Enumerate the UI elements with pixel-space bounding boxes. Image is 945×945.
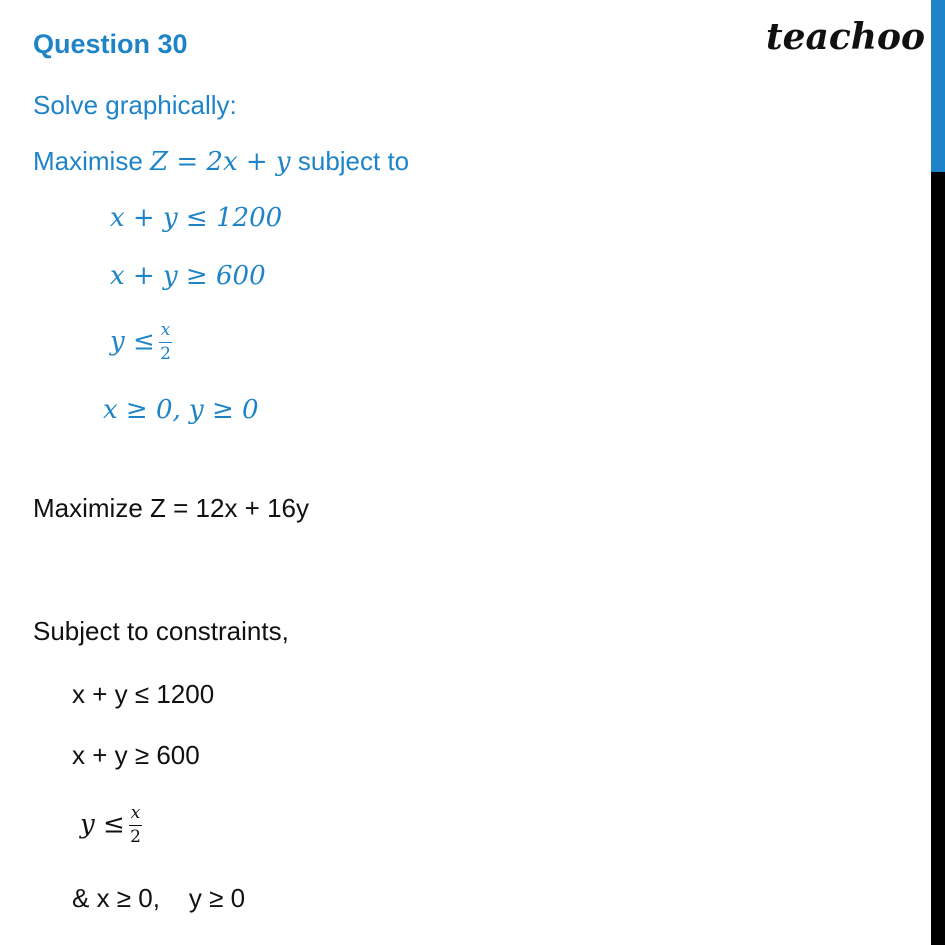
question-constraint-2: x + y ≥ 600 (110, 261, 266, 291)
solution-fraction-denominator: 2 (130, 827, 141, 847)
constraint-3-lhs: y ≤ (110, 326, 155, 357)
question-constraint-4: x ≥ 0, y ≥ 0 (103, 395, 259, 425)
question-objective (33, 146, 409, 177)
question-constraint-1: x + y ≤ 1200 (110, 203, 283, 233)
fraction-numerator: x (159, 322, 173, 343)
objective-expression: Z = 2x + y (150, 147, 291, 177)
constraints-heading: Subject to constraints, (33, 616, 289, 646)
solution-constraint-4: & x ≥ 0, y ≥ 0 (72, 883, 246, 913)
objective-suffix: subject to (297, 146, 410, 176)
solution-constraint-3-lhs: y ≤ (80, 809, 125, 840)
question-title: Question 30 (33, 29, 188, 59)
scrollbar-thumb[interactable] (931, 0, 945, 172)
solution-constraint-1: x + y ≤ 1200 (72, 679, 215, 709)
solution-fraction-numerator: x (129, 805, 143, 826)
fraction-denominator: 2 (160, 344, 171, 364)
solution-objective: Maximize Z = 12x + 16y (33, 493, 309, 523)
solution-constraint-3 (80, 805, 142, 846)
question-instruction: Solve graphically: (33, 90, 237, 120)
question-constraint-3 (110, 322, 172, 363)
solution-constraint-2: x + y ≥ 600 (72, 740, 200, 770)
solution-fraction-x-over-2 (129, 805, 143, 846)
objective-prefix: Maximise (33, 146, 143, 176)
fraction-x-over-2 (159, 322, 173, 363)
teachoo-logo: teachoo (766, 16, 925, 58)
